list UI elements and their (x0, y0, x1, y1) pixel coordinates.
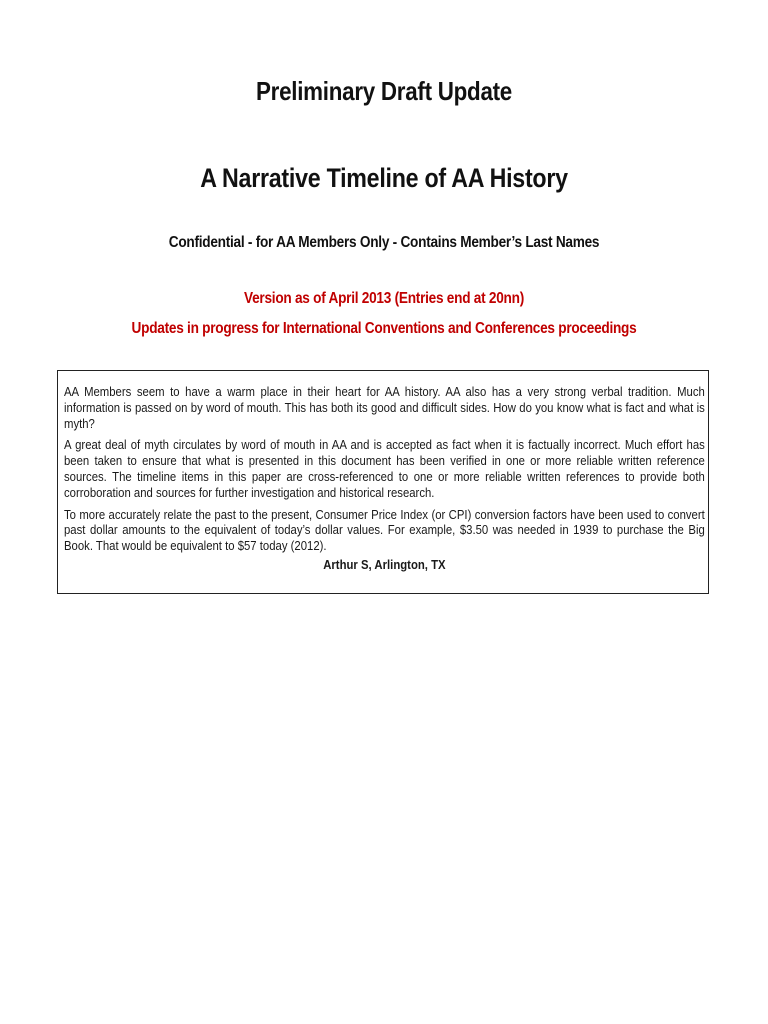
intro-content (64, 385, 705, 574)
confidential-notice: Confidential - for AA Members Only - Contains Member’s Last Names (168, 234, 600, 251)
author-signature: Arthur S, Arlington, TX (323, 557, 446, 572)
preliminary-heading: Preliminary Draft Update (255, 76, 512, 106)
intro-paragraph-3: To more accurately relate the past to the present, Consumer Price Index (or CPI) conversion factors have been used to convert past dollar amounts to the equivalent of today’s dollar values. For example, $3.50 was needed in 1939 to purchase the Big Book. That would be equivalent to $57 today (2012). (64, 507, 705, 554)
intro-paragraph-2: A great deal of myth circulates by word of mouth in AA and is accepted as fact when it is factually incorrect. Much effort has been taken to ensure that what is presented in this document has been verified in one or more reliable written reference sources. The timeline items in this paper are cross-referenced to one or more reliable written references to provide both corroboration and sources for further investigation and historical research. (64, 438, 705, 500)
updates-notice: Updates in progress for International Conventions and Conferences proceedings (131, 320, 637, 337)
intro-box (57, 370, 709, 594)
document-title: A Narrative Timeline of AA History (200, 163, 568, 193)
intro-paragraph-1: AA Members seem to have a warm place in their heart for AA history. AA also has a very strong verbal tradition. Much information is passed on by word of mouth. This has both its good and difficult sides. How do you know what is fact and what is myth? (64, 385, 705, 431)
version-notice: Version as of April 2013 (Entries end at 20nn) (244, 290, 524, 307)
